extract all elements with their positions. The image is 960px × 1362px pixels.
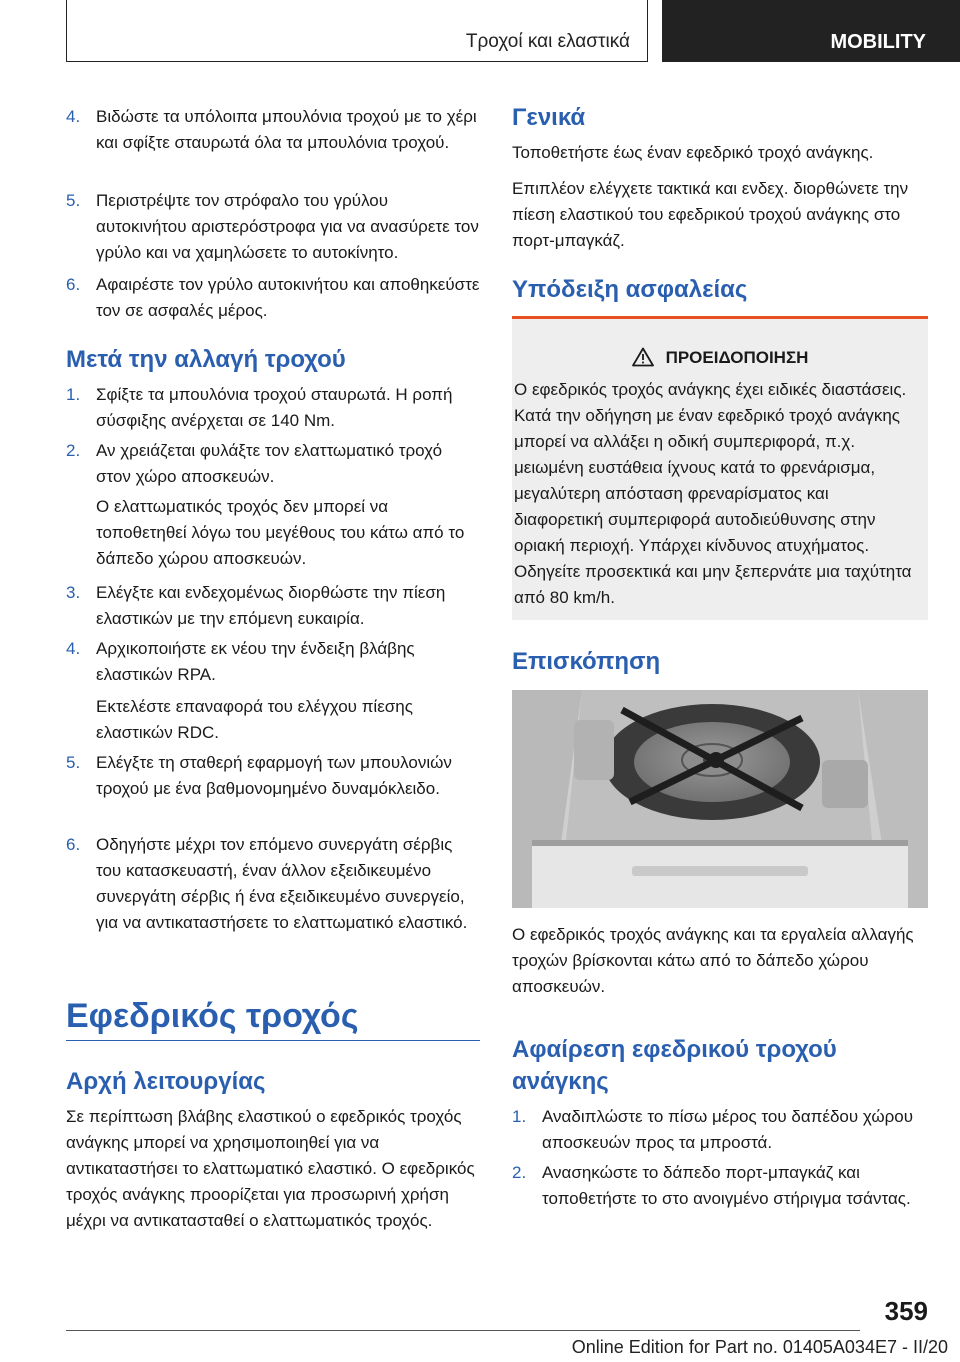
general-paragraph: Επιπλέον ελέγχετε τακτικά και ενδεχ. διορθώνετε την πίεση ελαστικού του εφεδρικού τροχού ανάγκης στο πορτ-μπαγκάζ. (512, 179, 909, 250)
warning-text: Ο εφεδρικός τροχός ανάγκης έχει ειδικές διαστάσεις. Κατά την οδήγηση με έναν εφεδρικό τροχό ανάγκης μπορεί να αλλάξει η οδική συμπεριφορά, π.χ. μειωμένη ευστάθεια ίχνους κατά το φρενάρισμα, μεγαλύτερη απόσταση φρεναρίσματος και διαφορετική συμπεριφορά αυτοδιεύθυνσης στην οριακή περιοχή. Υπάρχει κίνδυνος ατυχήματος. Οδηγείτε προσεκτικά και μην ξεπερνάτε μια ταχύτητα από 80 km/h. (514, 380, 912, 607)
step-number: 3. (66, 583, 81, 602)
safety-heading: Υπόδειξη ασφαλείας (512, 276, 748, 303)
step-note: Εκτελέστε επαναφορά του ελέγχου πίεσης ελαστικών RDC. (96, 697, 413, 742)
step-number: 1. (512, 1107, 527, 1126)
page-number: 359 (884, 1296, 928, 1326)
footer-divider (66, 1330, 860, 1331)
step-note: Ο ελαττωματικός τροχός δεν μπορεί να τοποθετηθεί λόγω του μεγέθους του κάτω από το δάπεδο χώρου αποσκευών. (96, 497, 465, 568)
general-paragraph: Τοποθετήστε έως έναν εφεδρικό τροχό ανάγκης. (512, 143, 874, 162)
step-text: Βιδώστε τα υπόλοιπα μπουλόνια τροχού με το χέρι και σφίξτε σταυρωτά όλα τα μπουλόνια τροχού. (96, 107, 477, 152)
warning-title: ΠΡΟΕΙΔΟΠΟΙΗΣΗ (665, 348, 809, 367)
step-text: Περιστρέψτε τον στρόφαλο του γρύλου αυτοκινήτου αριστερόστροφα για να ανασύρετε τον γρύλο και να χαμηλώσετε το αυτοκίνητο. (96, 191, 479, 262)
step-text: Ελέγξτε τη σταθερή εφαρμογή των μπουλονιών τροχού με ένα βαθμονομημένο δυναμόκλειδο. (96, 753, 452, 798)
step-text: Αν χρειάζεται φυλάξτε τον ελαττωματικό τροχό στον χώρο αποσκευών. (96, 441, 443, 486)
header-chapter-tab: MOBILITY (662, 0, 960, 62)
after-change-heading: Μετά την αλλαγή τροχού (66, 346, 346, 373)
step-number: 2. (512, 1163, 527, 1182)
warning-triangle-icon (632, 347, 654, 367)
step-number: 5. (66, 191, 81, 210)
step-text: Αναδιπλώστε το πίσω μέρος του δαπέδου χώρου αποσκευών προς τα μπροστά. (542, 1107, 914, 1152)
warning-box (512, 316, 928, 620)
step-text: Σφίξτε τα μπουλόνια τροχού σταυρωτά. Η ροπή σύσφιξης ανέρχεται σε 140 Nm. (96, 385, 453, 430)
step-number: 1. (66, 385, 81, 404)
spare-wheel-illustration (512, 690, 928, 908)
step-number: 6. (66, 275, 81, 294)
remove-spare-heading: Αφαίρεση εφεδρικού τροχού ανάγκης (512, 1036, 837, 1095)
photo-caption: Ο εφεδρικός τροχός ανάγκης και τα εργαλεία αλλαγής τροχών βρίσκονται κάτω από το δάπεδο χώρου αποσκευών. (512, 925, 914, 996)
heading-divider (66, 1040, 480, 1041)
footer-edition: Online Edition for Part no. 01405A034E7 - II/20 (571, 1337, 948, 1357)
step-number: 2. (66, 441, 81, 460)
step-number: 5. (66, 753, 81, 772)
step-text: Αφαιρέστε τον γρύλο αυτοκινήτου και αποθηκεύστε τον σε ασφαλές μέρος. (96, 275, 480, 320)
step-text: Οδηγήστε μέχρι τον επόμενο συνεργάτη σέρβις του κατασκευαστή, έναν άλλον εξειδικευμένο συνεργάτη σέρβις ή ένα εξειδικευμένο συνεργείο, για να αντικαταστήσετε το ελαττωματικό ελαστικό. (96, 835, 468, 932)
step-text: Αρχικοποιήστε εκ νέου την ένδειξη βλάβης ελαστικών RPA. (96, 639, 415, 684)
overview-heading: Επισκόπηση (512, 648, 661, 675)
step-number: 6. (66, 835, 81, 854)
step-text: Ελέγξτε και ενδεχομένως διορθώστε την πίεση ελαστικών με την επόμενη ευκαιρία. (96, 583, 446, 628)
header-section-title: Τροχοί και ελαστικά (465, 31, 630, 52)
step-number: 4. (66, 107, 81, 126)
warning-header (512, 345, 928, 371)
step-number: 4. (66, 639, 81, 658)
general-heading: Γενικά (512, 104, 586, 131)
trunk-spare-wheel-photo (512, 690, 928, 908)
step-text: Ανασηκώστε το δάπεδο πορτ-μπαγκάζ και τοποθετήστε το στο ανοιγμένο στήριγμα τσάντας. (542, 1163, 911, 1208)
principle-heading: Αρχή λειτουργίας (66, 1068, 266, 1095)
principle-text: Σε περίπτωση βλάβης ελαστικού ο εφεδρικός τροχός ανάγκης μπορεί να χρησιμοποιηθεί για να αντικαταστήσει το ελαττωματικό ελαστικό. Ο εφεδρικός τροχός ανάγκης προορίζεται για προσωρινή χρήση μέχρι να αντικατασταθεί ο ελαττωματικός τροχός. (66, 1107, 475, 1230)
spare-wheel-heading: Εφεδρικός τροχός (66, 997, 359, 1035)
